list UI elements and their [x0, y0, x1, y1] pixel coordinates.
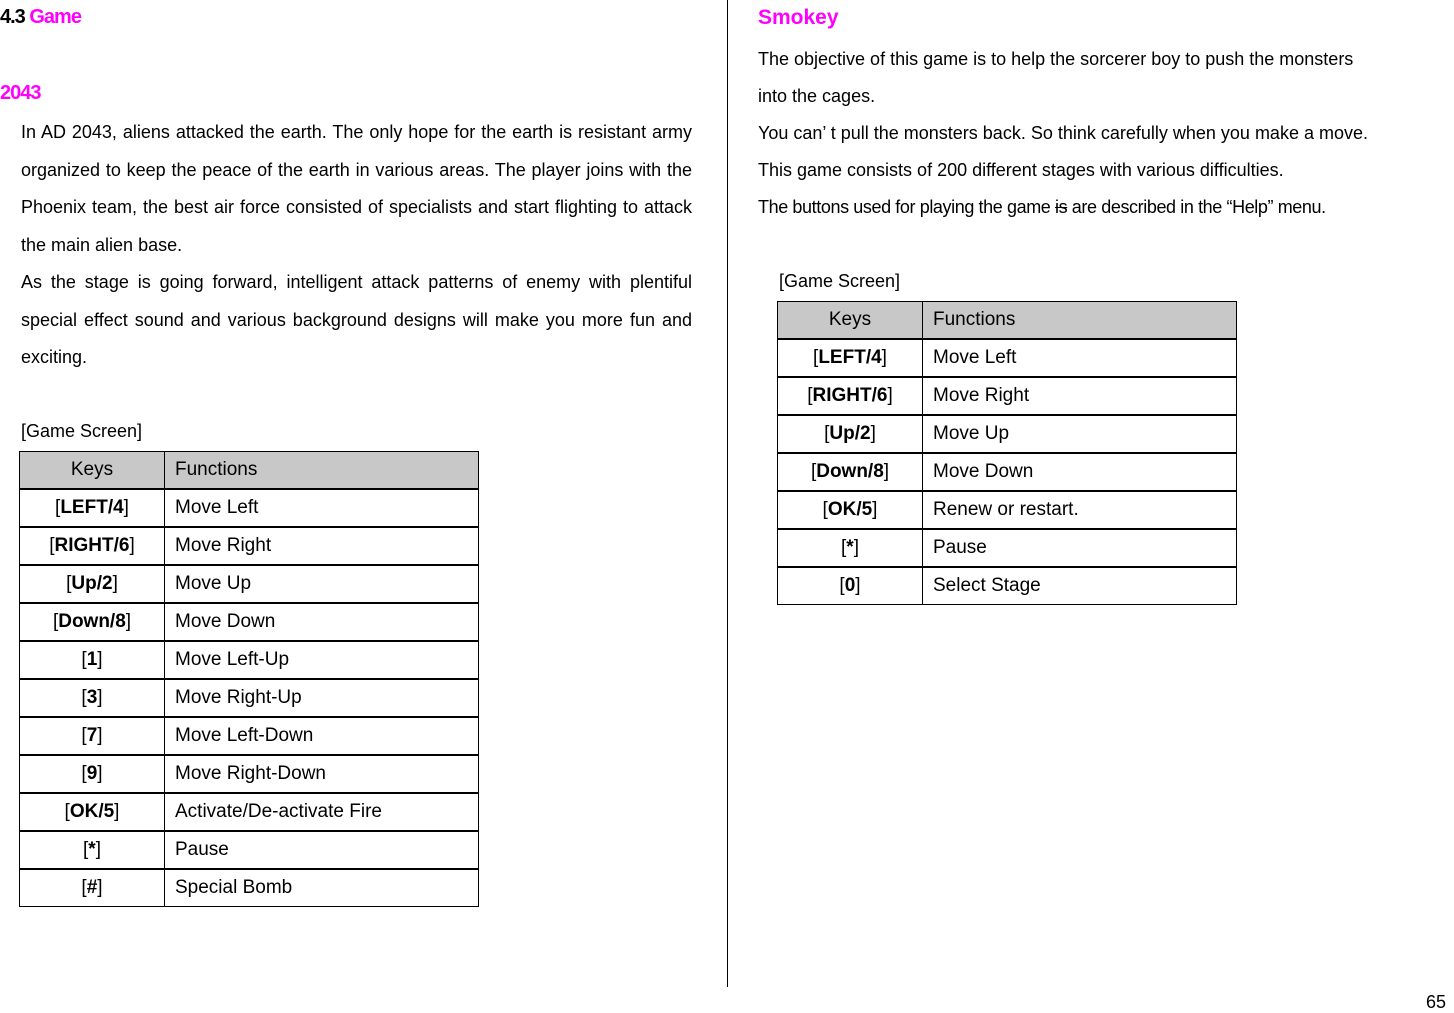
function-cell: Select Stage	[923, 567, 1237, 605]
key-label: #	[86, 877, 98, 898]
buttons-text-pre: The buttons used for playing the game	[758, 197, 1055, 217]
function-cell: Move Right-Down	[165, 755, 479, 793]
function-cell: Special Bomb	[165, 869, 479, 907]
key-label: 0	[844, 575, 856, 596]
table-row	[778, 415, 1237, 453]
game-title-smokey: Smokey	[758, 6, 839, 29]
key-cell: [LEFT/4]	[778, 339, 923, 377]
key-label: LEFT/4	[60, 497, 124, 518]
function-cell: Move Left	[923, 339, 1237, 377]
buttons-text-struck: is	[1055, 197, 1068, 217]
table-row	[20, 641, 479, 679]
key-cell: [*]	[20, 831, 165, 869]
key-cell: [OK/5]	[20, 793, 165, 831]
header-keys: Keys	[20, 452, 165, 490]
key-cell: [1]	[20, 641, 165, 679]
key-cell: [#]	[20, 869, 165, 907]
key-label: *	[88, 839, 96, 860]
table-row	[20, 717, 479, 755]
function-cell: Move Right	[923, 377, 1237, 415]
function-cell: Renew or restart.	[923, 491, 1237, 529]
key-label: 1	[86, 649, 98, 670]
desc-line: You can’ t pull the monsters back. So think carefully when you make a move.	[758, 123, 1368, 143]
key-label: Up/2	[829, 423, 871, 444]
function-cell: Move Left	[165, 489, 479, 527]
paragraph-intro: In AD 2043, aliens attacked the earth. The only hope for the earth is resistant army organized to keep the peace of the earth in various areas. The player joins with the Phoenix team, the best air force consisted of specialists and start flighting to attack the main alien base.	[21, 122, 692, 255]
desc-line: The objective of this game is to help the sorcerer boy to push the monsters	[758, 49, 1354, 69]
function-cell: Move Right-Up	[165, 679, 479, 717]
key-cell: [Up/2]	[778, 415, 923, 453]
buttons-text-post: are described in the “Help” menu.	[1067, 197, 1326, 217]
section-heading	[0, 6, 81, 29]
header-functions: Functions	[165, 452, 479, 490]
function-cell: Activate/De-activate Fire	[165, 793, 479, 831]
table-header-row	[20, 452, 479, 490]
key-cell: [7]	[20, 717, 165, 755]
function-cell: Move Left-Up	[165, 641, 479, 679]
function-cell: Move Right	[165, 527, 479, 565]
keys-table-right	[777, 301, 1237, 605]
screen-label-right: [Game Screen]	[779, 271, 901, 291]
key-label: 9	[86, 763, 98, 784]
key-cell: [Up/2]	[20, 565, 165, 603]
key-cell: [*]	[778, 529, 923, 567]
key-cell: [RIGHT/6]	[778, 377, 923, 415]
function-cell: Move Down	[923, 453, 1237, 491]
table-row	[20, 489, 479, 527]
key-label: RIGHT/6	[54, 535, 130, 556]
key-cell: [0]	[778, 567, 923, 605]
table-row	[20, 831, 479, 869]
section-number: 4.3	[0, 6, 25, 28]
key-label: RIGHT/6	[812, 385, 888, 406]
function-cell: Move Down	[165, 603, 479, 641]
function-cell: Pause	[165, 831, 479, 869]
paragraph-stage: As the stage is going forward, intelligent attack patterns of enemy with plentiful special effect sound and various background designs will make you more fun and exciting.	[21, 272, 692, 367]
key-cell: [3]	[20, 679, 165, 717]
key-cell: [RIGHT/6]	[20, 527, 165, 565]
key-cell: [LEFT/4]	[20, 489, 165, 527]
function-cell: Move Up	[165, 565, 479, 603]
page-number: 65	[1425, 992, 1446, 1012]
key-label: OK/5	[827, 499, 873, 520]
table-row	[20, 869, 479, 907]
key-label: 3	[86, 687, 98, 708]
table-row	[778, 339, 1237, 377]
table-row	[20, 565, 479, 603]
table-row	[778, 529, 1237, 567]
table-row	[20, 793, 479, 831]
desc-line-buttons	[758, 189, 1454, 226]
key-label: 7	[86, 725, 98, 746]
key-label: OK/5	[69, 801, 115, 822]
table-row	[778, 567, 1237, 605]
table-row	[20, 603, 479, 641]
table-row	[778, 377, 1237, 415]
column-divider	[727, 0, 728, 987]
table-header-row	[778, 302, 1237, 340]
key-cell: [9]	[20, 755, 165, 793]
desc-line: into the cages.	[758, 86, 876, 106]
game-title-2043: 2043	[0, 82, 41, 104]
table-row	[778, 453, 1237, 491]
desc-line: This game consists of 200 different stages with various difficulties.	[758, 160, 1284, 180]
key-cell: [OK/5]	[778, 491, 923, 529]
screen-label-left: [Game Screen]	[21, 421, 143, 441]
key-cell: [Down/8]	[20, 603, 165, 641]
key-label: LEFT/4	[818, 347, 882, 368]
section-title: Game	[29, 6, 81, 28]
table-row	[20, 679, 479, 717]
keys-table-left	[19, 451, 479, 907]
key-cell: [Down/8]	[778, 453, 923, 491]
table-row	[20, 755, 479, 793]
header-functions: Functions	[923, 302, 1237, 340]
table-row	[20, 527, 479, 565]
smokey-description	[758, 41, 1454, 226]
key-label: Down/8	[58, 611, 126, 632]
header-keys: Keys	[778, 302, 923, 340]
function-cell: Move Up	[923, 415, 1237, 453]
key-label: Up/2	[71, 573, 113, 594]
table-row	[778, 491, 1237, 529]
function-cell: Pause	[923, 529, 1237, 567]
key-label: Down/8	[816, 461, 884, 482]
function-cell: Move Left-Down	[165, 717, 479, 755]
key-label: *	[846, 537, 854, 558]
